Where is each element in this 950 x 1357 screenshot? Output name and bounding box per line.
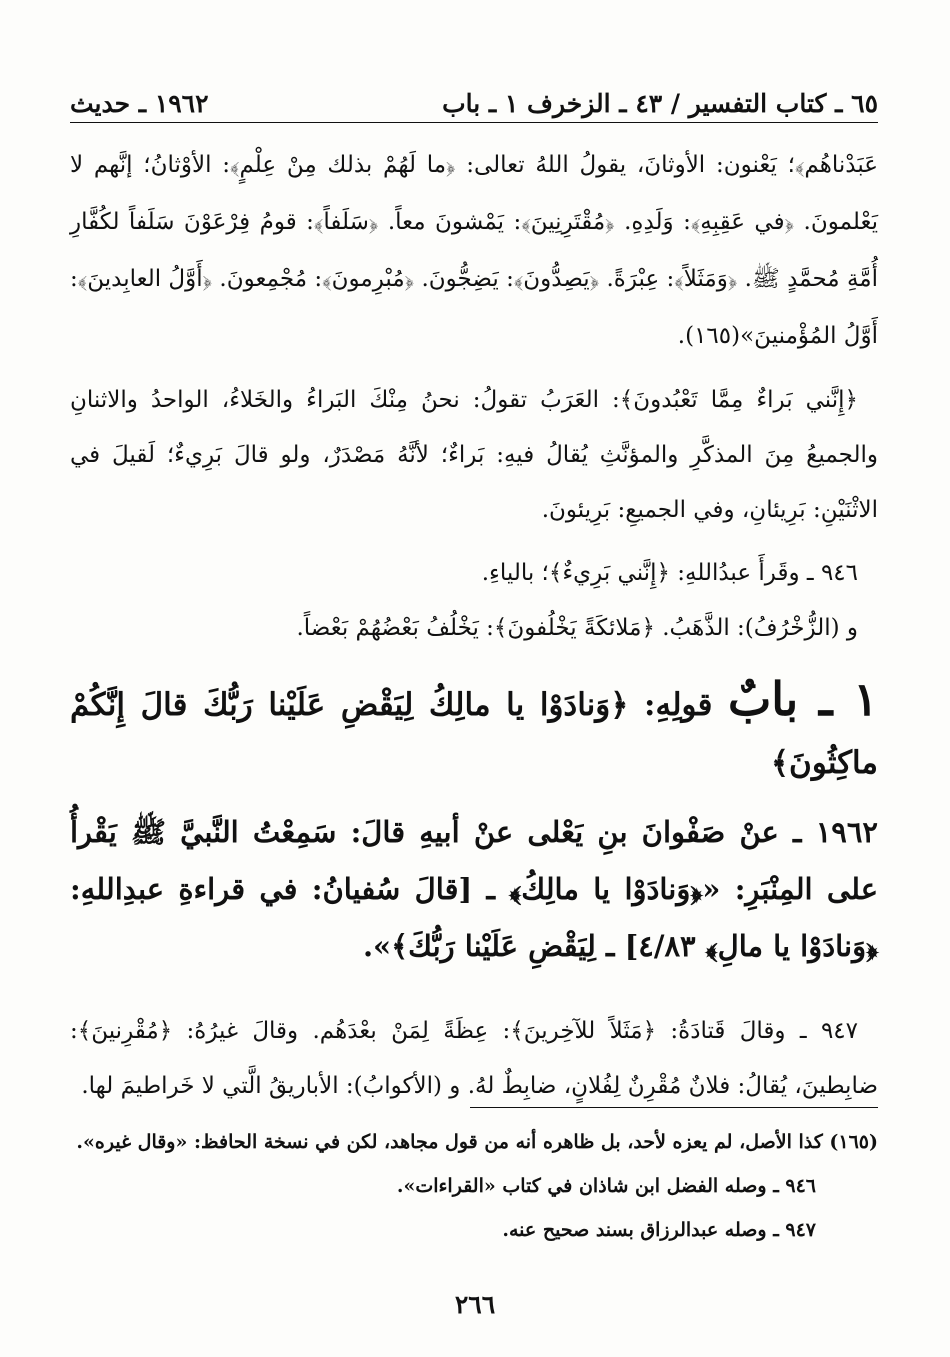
narration-947: ٩٤٧ ـ وقالَ قَتادَةُ: ﴿مَثَلاً للآخِرينَ﴾: عِظَةً لِمَنْ بعْدَهُم. وقالَ غيرُهُ: ﴿مُقْرِنينَ﴾: ضابِطينَ، يُقالُ: فلانٌ مُقْرِنٌ لِفُلانٍ، ضابِطٌ لهُ. و (الأكوابُ): الأباريقُ الَّتي لا خَراطيمَ لها. bbox=[70, 1018, 878, 1099]
commentary-paragraph-1: عَبَدْناهُم﴾؛ يَعْنون: الأوثانَ، يقولُ اللهُ تعالى: ﴿ما لَهُمْ بذلك مِنْ عِلْمٍ﴾: الأوْثانُ؛ إنَّهم لا يَعْلمونَ. ﴿في عَقِبِهِ﴾: وَلَدِهِ. ﴿مُقْتَرِنِينَ﴾: يَمْشونَ معاً. ﴿سَلَفاً﴾: قومُ فِرْعَوْنَ سَلَفاً لكُفَّارِ أُمَّةِ مُحمَّدٍ ﷺ. ﴿وَمَثَلاً﴾: عِبْرَةً. ﴿يَصِدُّونَ﴾: يَضِجُّونَ. ﴿مُبْرِمونَ﴾: مُجْمِعونَ. ﴿أَوَّلُ العابِدينَ﴾: أَوَّلُ المُؤْمنينَ»(١٦٥). bbox=[70, 152, 878, 349]
footnote-divider bbox=[470, 1107, 878, 1108]
commentary-paragraph-zukhruf: و (الزُّخْرُفُ): الذَّهَبُ. ﴿مَلائكَةً يَخْلُفونَ﴾: يَخْلُفُ بَعْضُهُمْ بَعْضاً. bbox=[296, 615, 858, 641]
footnote-165: (١٦٥) كذا الأصل، لم يعزه لأحد، بل ظاهره أنه من قول مجاهد، لكن في نسخة الحافظ: «وقال غيره». bbox=[76, 1131, 878, 1153]
commentary-paragraph-2: ﴿إِنَّني بَراءٌ مِمَّا تَعْبُدونَ﴾: العَرَبُ تقولُ: نحنُ مِنْكَ البَراءُ والخَلاءُ، الواحدُ والاثنانِ والجميعُ مِنَ المذكَّرِ والمؤنَّثِ يُقالُ فيهِ: بَراءٌ؛ لأنَّهُ مَصْدَرٌ، ولو قالَ بَرِيءٌ؛ لَقيلَ في الاثْنَيْنِ: بَرِيئانِ، وفي الجميعِ: بَرِيئونَ. bbox=[70, 387, 878, 523]
narration-946: ٩٤٦ ـ وقَرأَ عبدُاللهِ: ﴿إِنَّني بَرِيءٌ﴾؛ بالياءِ. bbox=[481, 560, 858, 586]
header-chapter-title: ٦٥ ـ كتاب التفسير / ٤٣ ـ الزخرف ١ ـ باب bbox=[442, 89, 878, 118]
chapter-heading bbox=[70, 670, 878, 792]
running-header bbox=[70, 86, 878, 123]
chapter-verse: قولِهِ: ﴿وَنادَوْا يا مالِكُ لِيَقْضِ عَلَيْنا رَبُّكَ قالَ إِنَّكُمْ ماكِثُونَ﴾ bbox=[70, 687, 878, 781]
footnote-946: ٩٤٦ ـ وصله الفضل ابن شاذان في كتاب «القراءات». bbox=[396, 1175, 816, 1197]
header-hadith-number: ١٩٦٢ ـ حديث bbox=[70, 89, 209, 118]
hadith-1962: ١٩٦٢ ـ عنْ صَفْوانَ بنِ يَعْلى عنْ أبيهِ قالَ: سَمِعْتُ النَّبيَّ ﷺ يَقْرأُ على المِنْبَرِ: «﴿وَنادَوْا يا مالِكُ﴾ ـ [قالَ سُفيانُ: في قراءةِ عبدِاللهِ: ﴿وَنادَوْا يا مالِ﴾ ٤/٨٣] ـ لِيَقْضِ عَلَيْنا رَبُّكَ﴾». bbox=[70, 815, 878, 963]
page-body bbox=[70, 86, 878, 1114]
page-number: ٢٦٦ bbox=[454, 1290, 496, 1319]
footnote-947: ٩٤٧ ـ وصله عبدالرزاق بسند صحيح عنه. bbox=[502, 1219, 816, 1241]
footnotes bbox=[70, 1120, 878, 1252]
chapter-title: ١ ـ بابٌ bbox=[728, 672, 878, 726]
